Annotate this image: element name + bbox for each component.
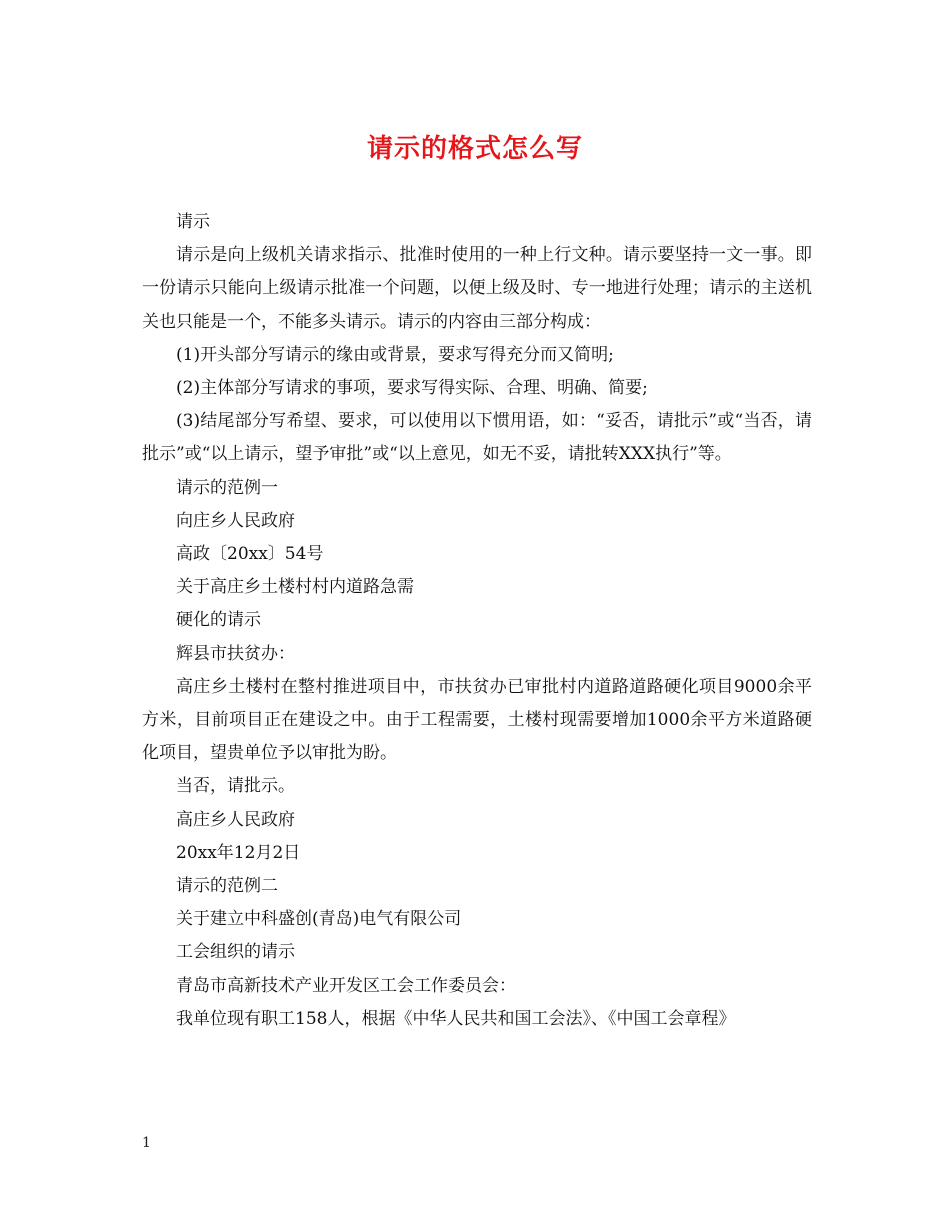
paragraph: 高政〔20xx〕54号: [176, 544, 324, 565]
paragraph: 关于高庄乡土楼村村内道路急需: [176, 577, 414, 598]
paragraph: (3)结尾部分写希望、要求，可以使用以下惯用语，如：“妥否，请批示”或“当否，请批示”或“以上请示，望予审批”或“以上意见，如无不妥，请批转XXX执行”等。: [142, 411, 812, 465]
paragraph: 20xx年12月2日: [176, 842, 301, 863]
paragraph: 请示的范例二: [176, 876, 278, 897]
paragraph: 关于建立中科盛创(青岛)电气有限公司: [176, 909, 462, 930]
paragraph: 当否，请批示。: [176, 776, 295, 797]
paragraph: 辉县市扶贫办：: [176, 643, 295, 664]
paragraph: 我单位现有职工158人，根据《中华人民共和国工会法》、《中国工会章程》: [176, 1008, 736, 1029]
paragraph: 高庄乡土楼村在整村推进项目中，市扶贫办已审批村内道路道路硬化项目9000余平方米，目前项目正在建设之中。由于工程需要，土楼村现需要增加1000余平方米道路硬化项目，望贵单位予以审批为盼。: [142, 676, 812, 764]
paragraph: (1)开头部分写请示的缘由或背景，要求写得充分而又简明;: [176, 344, 614, 365]
paragraph: 请示是向上级机关请求指示、批准时使用的一种上行文种。请示要坚持一文一事。即一份请示只能向上级请示批准一个问题，以便上级及时、专一地进行处理；请示的主送机关也只能是一个，不能多头请示。请示的内容由三部分构成：: [142, 245, 812, 332]
paragraph: 高庄乡人民政府: [176, 809, 295, 830]
document-body: [142, 206, 812, 1036]
paragraph: 青岛市高新技术产业开发区工会工作委员会：: [176, 975, 516, 996]
page-title: 请示的格式怎么写: [366, 134, 583, 164]
paragraph: 向庄乡人民政府: [176, 510, 295, 531]
paragraph: (2)主体部分写请求的事项，要求写得实际、合理、明确、简要;: [176, 378, 648, 399]
paragraph: 请示的范例一: [176, 477, 278, 498]
page-number: 1: [142, 1135, 151, 1151]
paragraph: 硬化的请示: [176, 610, 261, 631]
paragraph: 请示: [176, 212, 210, 232]
paragraph: 工会组织的请示: [176, 942, 295, 963]
